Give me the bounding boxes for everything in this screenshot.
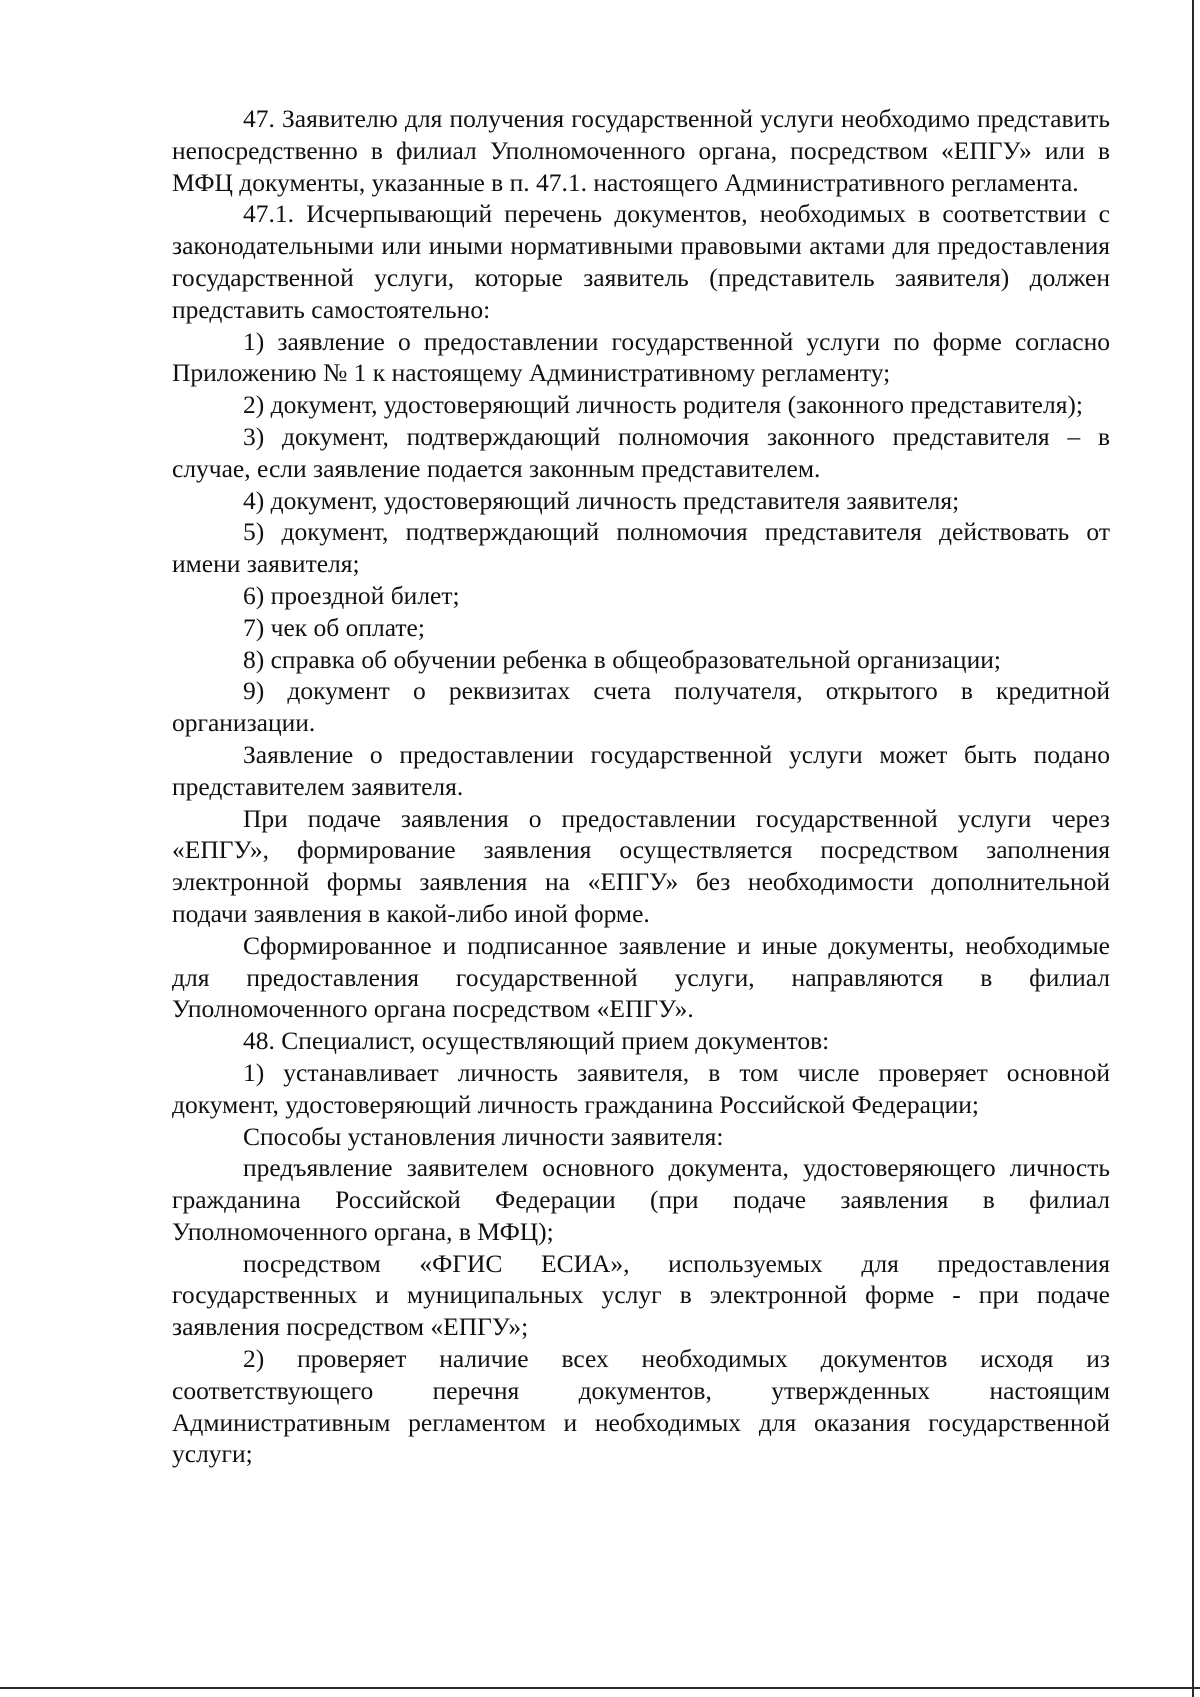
- scan-edge-right: [1192, 0, 1194, 1697]
- paragraph-identity-methods: Способы установления личности заявителя:: [243, 1121, 724, 1151]
- list-item-1: 1) заявление о предоставлении государственной услуги по форме согласно Приложению № 1 к настоящему Административному регламенту;: [172, 326, 1110, 388]
- paragraph-47: 47. Заявителю для получения государственной услуги необходимо представить непосредственно в филиал Уполномоченного органа, посредством «ЕПГУ» или в МФЦ документы, указанные в п. 47.1. настоящего Административного регламента.: [172, 104, 1110, 197]
- list-item-2: 2) документ, удостоверяющий личность родителя (законного представителя);: [243, 390, 1083, 420]
- list-item-3: 3) документ, подтверждающий полномочия законного представителя – в случае, если заявление подается законным представителем.: [172, 421, 1110, 483]
- paragraph-48-item-1: 1) устанавливает личность заявителя, в том числе проверяет основной документ, удостоверяющий личность гражданина Российской Федерации;: [172, 1057, 1110, 1119]
- list-item-5: 5) документ, подтверждающий полномочия представителя действовать от имени заявителя;: [172, 517, 1110, 579]
- paragraph-identity-esia: посредством «ФГИС ЕСИА», используемых для предоставления государственных и муниципальных услуг в электронной форме - при подаче заявления посредством «ЕПГУ»;: [172, 1248, 1110, 1342]
- paragraph-48-item-2: 2) проверяет наличие всех необходимых документов исходя из соответствующего перечня документов, утвержденных настоящим Административным регламентом и необходимых для оказания государственной услуги;: [172, 1344, 1110, 1469]
- scan-edge-bottom: [0, 1687, 1200, 1689]
- list-item-4: 4) документ, удостоверяющий личность представителя заявителя;: [243, 485, 960, 515]
- paragraph-47-1: 47.1. Исчерпывающий перечень документов, необходимых в соответствии с законодательными или иными нормативными правовыми актами для предоставления государственной услуги, которые заявитель (представитель заявителя) должен представить самостоятельно:: [172, 199, 1110, 324]
- paragraph-epgu-submission: При подаче заявления о предоставлении государственной услуги через «ЕПГУ», формирование заявления осуществляется посредством заполнения электронной формы заявления на «ЕПГУ» без необходимости дополнительной подачи заявления в какой-либо иной форме.: [172, 803, 1110, 928]
- paragraph-signed-application: Сформированное и подписанное заявление и иные документы, необходимые для предоставления государственной услуги, направляются в филиал Уполномоченного органа посредством «ЕПГУ».: [172, 930, 1110, 1024]
- list-item-7: 7) чек об оплате;: [243, 612, 425, 642]
- list-item-8: 8) справка об обучении ребенка в общеобразовательной организации;: [243, 644, 1001, 674]
- paragraph-identity-document: предъявление заявителем основного документа, удостоверяющего личность гражданина Российской Федерации (при подаче заявления в филиал Уполномоченного органа, в МФЦ);: [172, 1153, 1110, 1246]
- document-body: [172, 103, 1110, 1470]
- paragraph-48: 48. Специалист, осуществляющий прием документов:: [243, 1026, 830, 1056]
- paragraph-representative: Заявление о предоставлении государственной услуги может быть подано представителем заявителя.: [172, 739, 1110, 801]
- list-item-6: 6) проездной билет;: [243, 580, 460, 610]
- list-item-9: 9) документ о реквизитах счета получателя, открытого в кредитной организации.: [172, 676, 1110, 738]
